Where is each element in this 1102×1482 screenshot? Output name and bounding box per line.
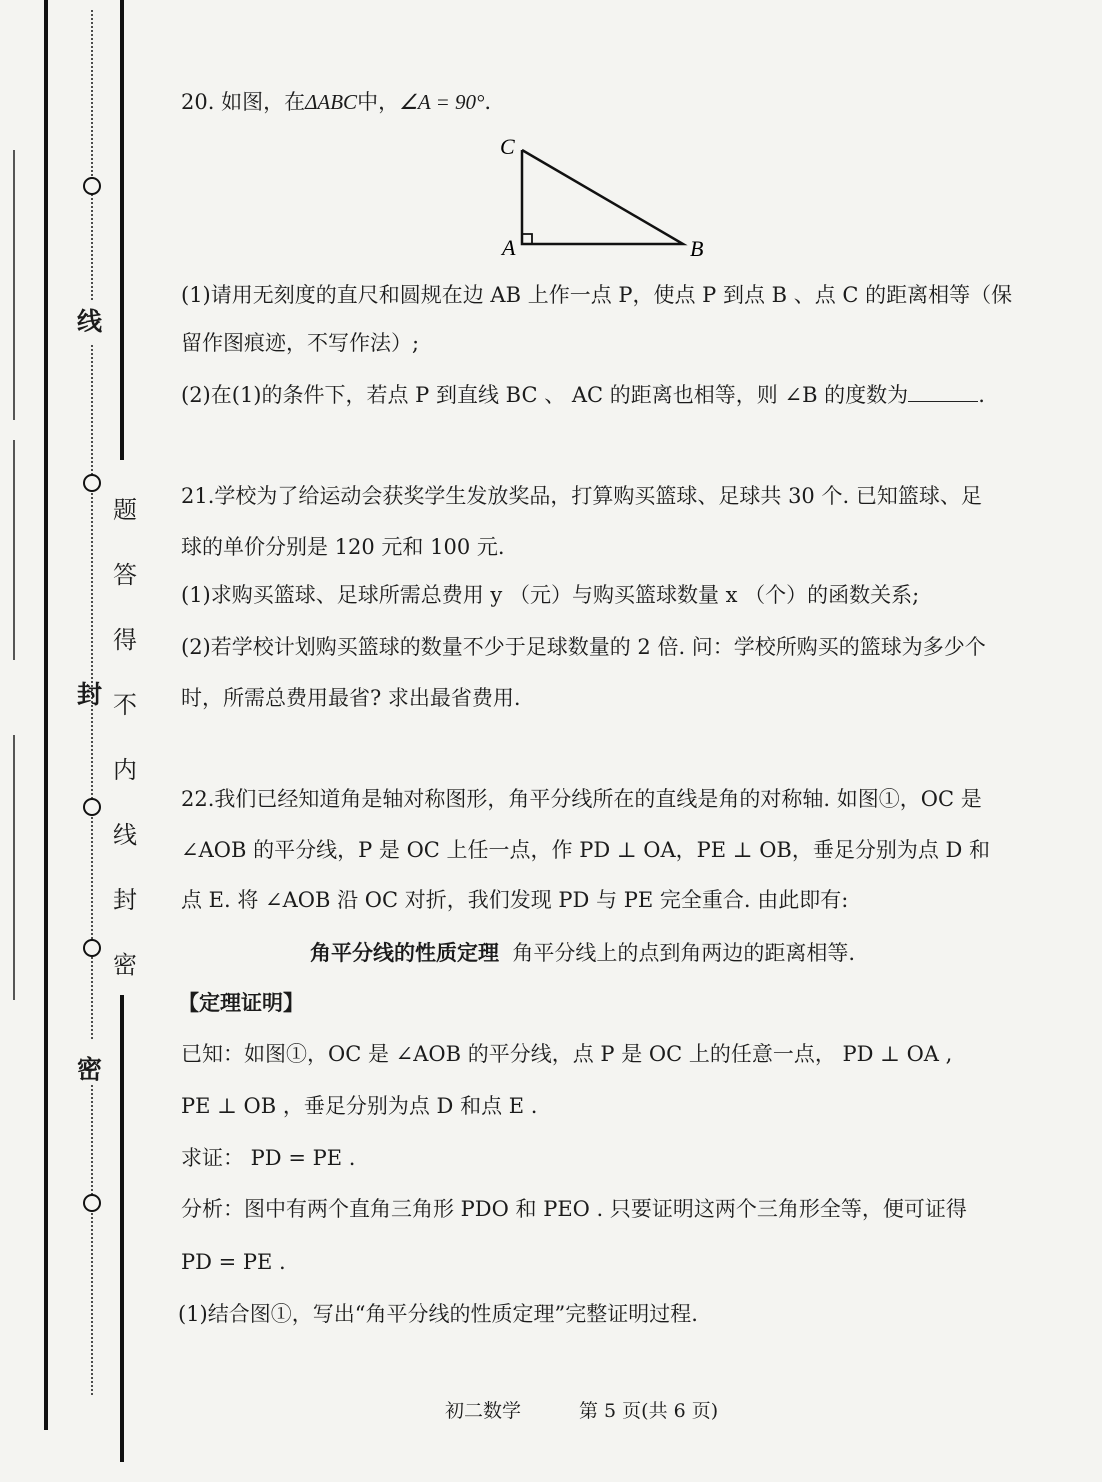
notice-char-5: 内	[113, 756, 137, 784]
q20-triangle: ΔABC	[305, 90, 358, 114]
seal-word-feng: 封	[77, 680, 103, 709]
proof-heading: 【定理证明】	[178, 990, 304, 1015]
q20-end: .	[484, 90, 492, 114]
q22-task1: (1)结合图①，写出“角平分线的性质定理”完整证明过程.	[178, 1302, 698, 1326]
label-a: A	[502, 235, 516, 260]
binding-margin	[0, 0, 170, 1482]
notice-char-7: 封	[113, 886, 137, 914]
analysis-line2: PD = PE .	[181, 1250, 286, 1274]
label-b: B	[690, 236, 704, 261]
notice-char-6: 线	[113, 821, 137, 849]
given-line1: 已知：如图①，OC 是 ∠AOB 的平分线，点 P 是 OC 上的任意一点， PD ⊥ OA ,	[181, 1042, 953, 1066]
theorem-statement	[310, 940, 855, 966]
q20-prefix: 20. 如图，在	[181, 90, 306, 114]
notice-char-2: 答	[113, 561, 137, 589]
notice-char-8: 密	[113, 951, 137, 979]
theorem-body: 角平分线上的点到角两边的距离相等.	[512, 941, 856, 965]
notice-char-3: 得	[113, 626, 137, 654]
q20-stem	[181, 90, 491, 115]
right-triangle-figure	[495, 130, 725, 265]
q22-line3: 点 E. 将 ∠AOB 沿 OC 对折，我们发现 PD 与 PE 完全重合. 由此即有:	[181, 888, 849, 912]
seal-word-xian: 线	[77, 307, 103, 336]
label-c: C	[500, 134, 515, 159]
q20-part1-line1: (1)请用无刻度的直尺和圆规在边 AB 上作一点 P，使点 P 到点 B 、点 C 的距离相等（保	[181, 283, 1013, 307]
q21-part2-line2: 时，所需总费用最省? 求出最省费用.	[181, 686, 521, 710]
notice-char-1: 题	[113, 496, 137, 524]
q21-line2: 球的单价分别是 120 元和 100 元.	[181, 535, 505, 559]
notice-char-4: 不	[113, 691, 137, 719]
q20-angle: ∠A = 90°	[399, 90, 485, 114]
prove-statement: 求证： PD = PE .	[181, 1146, 356, 1170]
q22-line2: ∠AOB 的平分线，P 是 OC 上任一点，作 PD ⊥ OA，PE ⊥ OB，垂足分别为点 D 和	[181, 838, 991, 862]
seal-word-mi: 密	[77, 1055, 103, 1084]
q21-part1: (1)求购买篮球、足球所需总费用 y （元）与购买篮球数量 x （个）的函数关系;	[181, 583, 920, 607]
q22-line1: 22.我们已经知道角是轴对称图形，角平分线所在的直线是角的对称轴. 如图①，OC 是	[181, 787, 982, 811]
q20-part2-end: .	[978, 383, 985, 407]
footer-page: 第 5 页(共 6 页)	[579, 1400, 719, 1422]
answer-blank	[908, 383, 978, 402]
footer-subject: 初二数学	[445, 1400, 522, 1422]
q20-part1-line2: 留作图痕迹，不写作法）;	[181, 331, 420, 355]
q21-part2-line1: (2)若学校计划购买篮球的数量不少于足球数量的 2 倍. 问：学校所购买的篮球为多少个	[181, 635, 986, 659]
q20-mid: 中，	[357, 90, 400, 114]
analysis-line1: 分析：图中有两个直角三角形 PDO 和 PEO . 只要证明这两个三角形全等，便可证得	[181, 1197, 967, 1221]
given-line2: PE ⊥ OB ，垂足分别为点 D 和点 E .	[181, 1094, 538, 1118]
q20-part2	[181, 383, 985, 408]
q21-line1: 21.学校为了给运动会获奖学生发放奖品，打算购买篮球、足球共 30 个. 已知篮球、足	[181, 484, 982, 508]
theorem-title: 角平分线的性质定理	[310, 940, 499, 965]
q20-part2-text: (2)在(1)的条件下，若点 P 到直线 BC 、 AC 的距离也相等，则 ∠B 的度数为	[181, 383, 909, 407]
